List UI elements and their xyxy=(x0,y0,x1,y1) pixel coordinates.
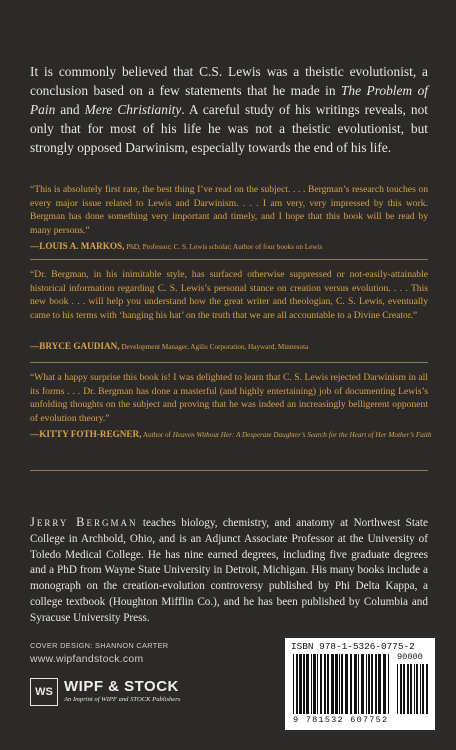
author-bio xyxy=(30,515,428,627)
endorsement-quote-3: “What a happy surprise this book is! I was delighted to learn that C. S. Lewis rejected Darwinism in all its forms . . . Dr. Bergman has done a masterful (and highly entertaining) job of documenting Lewis’s unfolding thoughts on the subject and proving that he was indeed an increasingly belligerent opponent of evolution theory.” xyxy=(30,372,428,424)
endorser-title-1: PhD, Professor; C. S. Lewis scholar; Author of four books on Lewis xyxy=(124,243,323,251)
divider-3 xyxy=(30,470,428,471)
barcode-digits: 9 781532 607752 xyxy=(293,715,389,725)
endorser-name-3: —KITTY FOTH-REGNER, xyxy=(30,429,142,439)
endorser-name-2: —BRYCE GAUDIAN, xyxy=(30,341,120,351)
author-name: Jerry Bergman xyxy=(30,515,138,529)
intro-paragraph xyxy=(30,62,428,157)
barcode-addon-bars-icon xyxy=(397,664,429,714)
intro-text-1: It is commonly believed that C.S. Lewis was a theistic evolutionist, a conclusion based on a few statements that he made in xyxy=(30,64,428,98)
endorser-book-3: Heaven Without Her: A Desperate Daughter’s Search for the Heart of Her Mother’s Faith xyxy=(172,431,432,439)
cover-design-credit: COVER DESIGN: SHANNON CARTER xyxy=(30,641,169,650)
endorser-name-1: —LOUIS A. MARKOS, xyxy=(30,241,125,251)
barcode-bars-icon xyxy=(293,654,393,714)
publisher-logo xyxy=(30,678,180,706)
isbn-barcode xyxy=(285,638,435,730)
barcode-price-code: 90000 xyxy=(397,652,423,662)
endorser-title-2: Development Manager, Agilis Corporation, Hayward, Minnesota xyxy=(119,343,309,351)
isbn-number: ISBN 978-1-5326-0775-2 xyxy=(291,641,415,652)
publisher-tagline: An Imprint of WIPF and STOCK Publishers xyxy=(64,696,181,703)
divider-2 xyxy=(30,362,428,363)
author-bio-text: teaches biology, chemistry, and anatomy at Northwest State College in Archbold, Ohio, and is an Adjunct Associate Professor at the University of Toledo Medical College. He has nine earned degrees, including five graduate degrees and a PhD from Wayne State University in Detroit, Michigan. His many books include a monograph on the creation-evolution controversy published by Phi Delta Kappa, a college textbook (Houghton Mifflin Co.), and he has been published by Columbia and Syracuse University Press. xyxy=(30,517,428,624)
endorsement-attribution-3 xyxy=(30,429,440,440)
endorsement-quote-1: “This is absolutely first rate, the best thing I’ve read on the subject. . . . Bergman’s research touches on every major issue related to Lewis and Darwinism. . . . I am very, very impressed by this work. Bergman has done something very important and timely, and I hope that this book will be read by many persons.” xyxy=(30,184,428,236)
book-title-problem-of-pain: The Problem of Pain xyxy=(30,83,428,117)
divider-1 xyxy=(30,259,428,260)
publisher-website: www.wipfandstock.com xyxy=(30,654,144,665)
endorser-title-prefix-3: Author of xyxy=(141,431,173,439)
endorsement-quote-2: “Dr. Bergman, in his inimitable style, has surfaced otherwise suppressed or not-easily-attainable historical information regarding C. S. Lewis’s personal stance on creation versus evolution. . . . This new book . . . will help you understand how the great writer and theologian, C. S. Lewis, eventually came to his terms with ‘hanging his hat’ on the truth that we are all accountable to a Divine Creator.” xyxy=(30,269,428,321)
intro-text-2: . A careful study of his writings reveals, not only that for most of his life he was not a theistic evolutionist, but strongly opposed Darwinism, especially towards the end of his life. xyxy=(30,102,428,155)
endorsement-attribution-2 xyxy=(30,341,440,352)
book-title-mere-christianity: Mere Christianity xyxy=(84,102,182,117)
endorsement-attribution-1 xyxy=(30,241,440,252)
publisher-mark-icon: WS xyxy=(30,678,58,706)
publisher-name: WIPF & STOCK xyxy=(64,678,179,695)
intro-and: and xyxy=(55,102,85,117)
